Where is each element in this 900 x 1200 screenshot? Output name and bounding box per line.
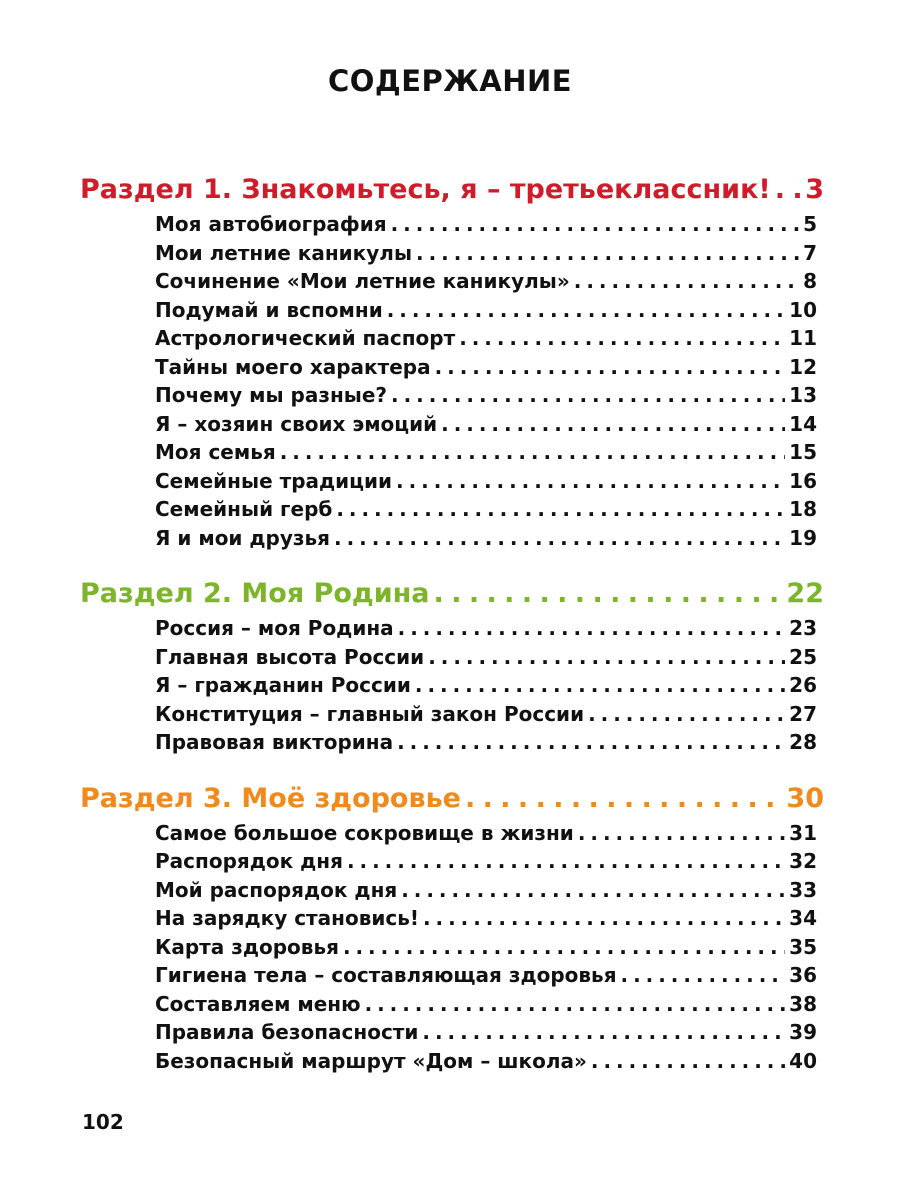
dot-leader (365, 990, 786, 1019)
toc-entry-page: 31 (789, 820, 817, 845)
toc-entry-page: 10 (789, 297, 817, 322)
toc-entry-label: Я – хозяин своих эмоций (155, 411, 438, 436)
table-of-contents (0, 170, 900, 1097)
section-1 (0, 170, 900, 552)
toc-entry-label: Семейный герб (155, 497, 333, 521)
toc-entry-page: 15 (789, 440, 817, 464)
toc-entry-page: 16 (789, 468, 817, 493)
section-heading-3[interactable] (80, 779, 824, 819)
dot-leader (428, 643, 785, 672)
toc-entry[interactable] (155, 643, 817, 672)
toc-entry-label: Карта здоровья (155, 934, 339, 959)
toc-entry[interactable] (155, 990, 817, 1019)
toc-entry[interactable] (155, 353, 817, 382)
dot-leader (621, 961, 786, 990)
toc-entry[interactable] (155, 467, 817, 496)
toc-entry-label: Конституция – главный закон России (155, 701, 585, 726)
toc-entry-page: 13 (789, 383, 817, 407)
dot-leader (775, 170, 802, 210)
toc-entry[interactable] (155, 210, 817, 239)
dot-leader (591, 1047, 785, 1076)
toc-entry-label: Моя автобиография (155, 212, 387, 236)
toc-entry-page: 36 (789, 963, 817, 987)
toc-entry-label: Мой распорядок дня (155, 877, 398, 902)
dot-leader (387, 296, 785, 325)
toc-entry[interactable] (155, 267, 817, 296)
toc-entry-page: 7 (803, 240, 817, 265)
dot-leader (280, 438, 785, 467)
toc-entry[interactable] (155, 495, 817, 524)
toc-entry-label: Я и мои друзья (155, 525, 331, 550)
dot-leader (574, 267, 799, 296)
toc-entry-label: Моя семья (155, 440, 276, 464)
toc-entry-page: 27 (789, 701, 817, 726)
toc-entry[interactable] (155, 961, 817, 990)
dot-leader (422, 1018, 785, 1047)
dot-leader (391, 381, 785, 410)
toc-entry-label: Сочинение «Мои летние каникулы» (155, 269, 570, 293)
toc-entry[interactable] (155, 847, 817, 876)
toc-entry-label: На зарядку становись! (155, 906, 419, 930)
section-2 (0, 574, 900, 757)
section-3 (0, 779, 900, 1076)
dot-leader (397, 728, 785, 757)
toc-entry[interactable] (155, 239, 817, 268)
toc-entry-page: 32 (789, 849, 817, 873)
toc-entry[interactable] (155, 524, 817, 553)
dot-leader (401, 876, 785, 905)
toc-entry-label: Правила безопасности (155, 1020, 419, 1044)
section-page-number: 3 (805, 174, 824, 205)
toc-entry[interactable] (155, 671, 817, 700)
section-heading-label: Раздел 1. Знакомьтесь, я – третьеклассник! (80, 174, 771, 205)
toc-entry-page: 14 (789, 411, 817, 436)
dot-leader (396, 467, 785, 496)
toc-entry[interactable] (155, 1047, 817, 1076)
toc-entry-label: Я – гражданин России (155, 673, 411, 697)
dot-leader (336, 495, 785, 524)
dot-leader (398, 614, 785, 643)
dot-leader (435, 353, 786, 382)
dot-leader (588, 700, 785, 729)
section-heading-label: Раздел 2. Моя Родина (80, 578, 430, 609)
toc-entry-label: Подумай и вспомни (155, 297, 383, 322)
toc-entry-label: Главная высота России (155, 644, 425, 669)
section-heading-2[interactable] (80, 574, 824, 614)
dot-leader (343, 933, 785, 962)
dot-leader (423, 904, 785, 933)
toc-entry-label: Самое большое сокровище в жизни (155, 820, 574, 845)
toc-entry[interactable] (155, 819, 817, 848)
section-page-number: 22 (786, 578, 824, 609)
toc-entry[interactable] (155, 438, 817, 467)
dot-leader (415, 671, 785, 700)
toc-entry-page: 35 (789, 934, 817, 959)
dot-leader (416, 239, 799, 268)
toc-entry-page: 26 (789, 673, 817, 697)
dot-leader (391, 210, 799, 239)
toc-entry-label: Мои летние каникулы (155, 240, 413, 265)
toc-entry[interactable] (155, 324, 817, 353)
toc-entry-label: Почему мы разные? (155, 383, 388, 407)
page-title: СОДЕРЖАНИЕ (327, 64, 573, 98)
toc-entry[interactable] (155, 700, 817, 729)
toc-entry-label: Распорядок дня (155, 849, 343, 873)
toc-entry-page: 8 (803, 269, 817, 293)
toc-entry-page: 23 (789, 616, 817, 640)
toc-entry[interactable] (155, 614, 817, 643)
toc-entry-label: Безопасный маршрут «Дом – школа» (155, 1048, 587, 1073)
toc-entry-page: 39 (789, 1020, 817, 1044)
toc-entry-label: Россия – моя Родина (155, 616, 394, 640)
toc-entry-page: 11 (789, 326, 817, 350)
dot-leader (441, 410, 785, 439)
dot-leader (465, 779, 782, 819)
toc-entry[interactable] (155, 296, 817, 325)
toc-entry-page: 5 (803, 212, 817, 236)
toc-entry[interactable] (155, 1018, 817, 1047)
toc-entry-label: Семейные традиции (155, 468, 393, 493)
section-heading-label: Раздел 3. Моё здоровье (80, 782, 461, 814)
page-number: 102 (82, 1110, 124, 1134)
toc-entry-page: 12 (789, 354, 817, 379)
section-heading-1[interactable] (80, 170, 824, 210)
toc-entry[interactable] (155, 728, 817, 757)
toc-entry-page: 38 (789, 991, 817, 1016)
dot-leader (578, 819, 785, 848)
toc-entry[interactable] (155, 904, 817, 933)
toc-entry-label: Астрологический паспорт (155, 326, 456, 350)
toc-entry-page: 19 (789, 525, 817, 550)
toc-entry-page: 33 (789, 877, 817, 902)
toc-entry-page: 18 (789, 497, 817, 521)
dot-leader (347, 847, 785, 876)
toc-entry-page: 40 (789, 1048, 817, 1073)
toc-entry[interactable] (155, 381, 817, 410)
toc-entry-page: 28 (789, 730, 817, 754)
section-page-number: 30 (786, 782, 824, 814)
toc-entry-label: Тайны моего характера (155, 354, 431, 379)
toc-entry-label: Составляем меню (155, 991, 361, 1016)
toc-entry-page: 34 (789, 906, 817, 930)
toc-entry-page: 25 (789, 644, 817, 669)
dot-leader (434, 574, 783, 614)
toc-entry-label: Правовая викторина (155, 730, 394, 754)
toc-entry[interactable] (155, 933, 817, 962)
toc-entry[interactable] (155, 410, 817, 439)
dot-leader (459, 324, 785, 353)
toc-entry-label: Гигиена тела – составляющая здоровья (155, 963, 617, 987)
dot-leader (334, 524, 785, 553)
toc-entry[interactable] (155, 876, 817, 905)
